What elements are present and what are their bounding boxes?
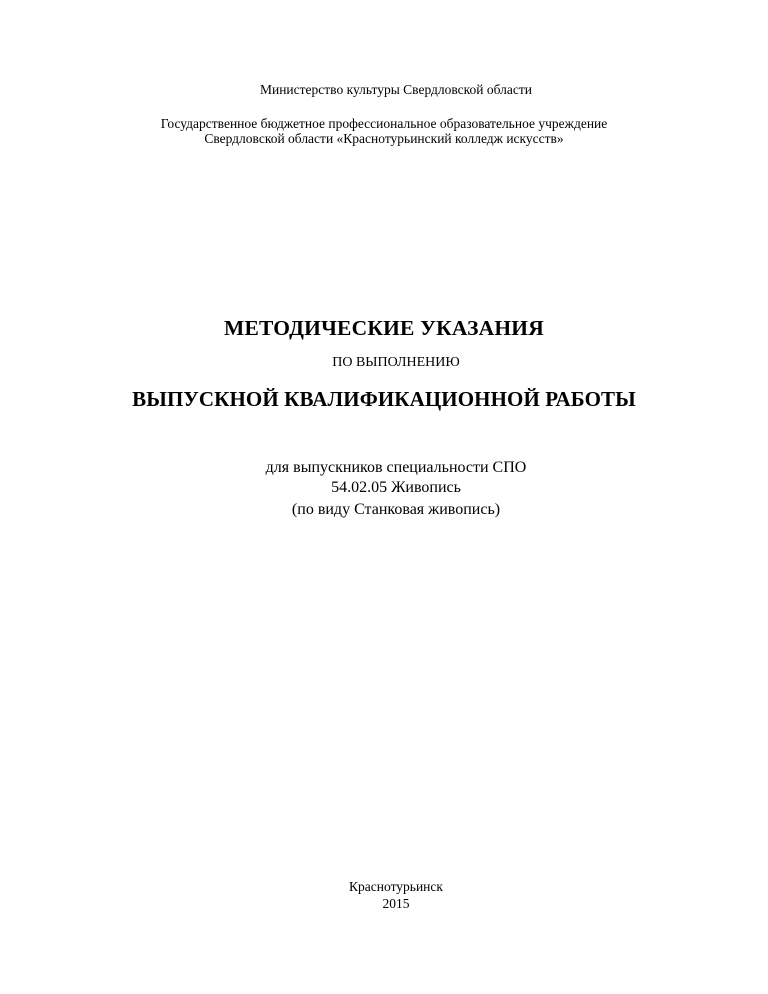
document-title-secondary: ВЫПУСКНОЙ КВАЛИФИКАЦИОННОЙ РАБОТЫ	[132, 387, 636, 411]
document-subtitle: ПО ВЫПОЛНЕНИЮ	[332, 355, 460, 370]
institution-name-line1: Государственное бюджетное профессиональное образовательное учреждение	[160, 116, 608, 131]
document-title: МЕТОДИЧЕСКИЕ УКАЗАНИЯ	[224, 316, 544, 340]
specialty-code: 54.02.05 Живопись	[331, 479, 461, 496]
ministry-name: Министерство культуры Свердловской области	[259, 82, 533, 97]
city: Краснотурьинск	[349, 879, 443, 894]
specialty-variant: (по виду Станковая живопись)	[291, 501, 501, 518]
year: 2015	[382, 896, 410, 911]
audience-line1: для выпускников специальности СПО	[265, 459, 527, 476]
institution-name-line2: Свердловской области «Краснотурьинский колледж искусств»	[204, 131, 564, 146]
